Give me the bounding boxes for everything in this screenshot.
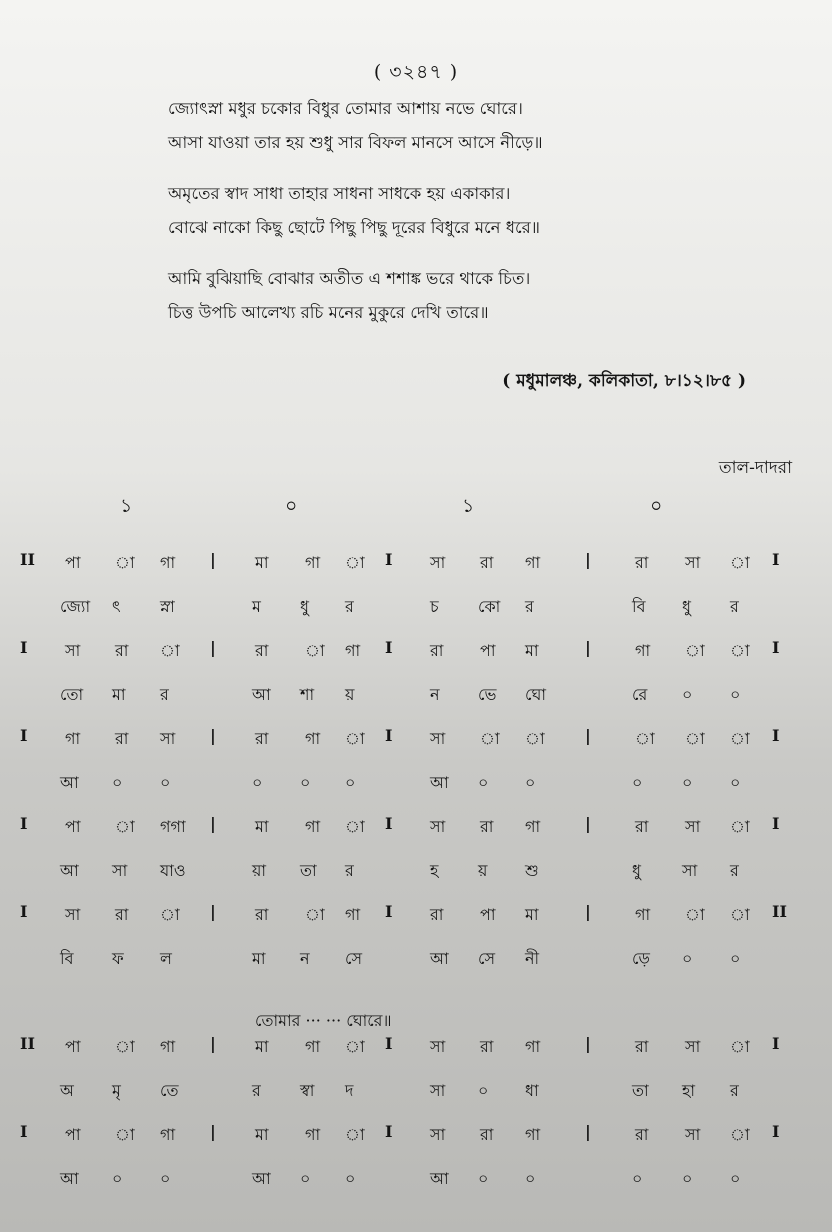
swara-note: া: [345, 729, 365, 748]
lyric-syllable: আ: [60, 1169, 79, 1188]
swara-note: গা: [305, 1125, 321, 1144]
swara-note: া: [730, 641, 750, 660]
bar-line: I: [385, 902, 393, 921]
swara-note: রা: [115, 905, 129, 924]
swara-note: রা: [635, 1125, 649, 1144]
swara-note: া: [730, 729, 750, 748]
swara-note: রা: [480, 553, 494, 572]
lyric-syllable: ০: [252, 773, 263, 792]
bani-row: [20, 936, 820, 980]
swara-row: [20, 1112, 820, 1156]
swara-note: া: [160, 905, 180, 924]
swara-note: পা: [65, 553, 81, 572]
swara-note: া: [730, 553, 750, 572]
lyric-syllable: আ: [60, 773, 79, 792]
bar-line: I: [772, 1034, 780, 1053]
lyric-syllable: য়: [478, 861, 488, 880]
lyric-syllable: আ: [60, 861, 79, 880]
swara-note: গা: [305, 1037, 321, 1056]
swara-note: গা: [160, 1125, 176, 1144]
bar-line: |: [210, 1122, 216, 1141]
bar-line: |: [210, 726, 216, 745]
swara-note: সা: [430, 1037, 446, 1056]
lyric-syllable: যাও: [160, 861, 186, 880]
bani-row: [20, 848, 820, 892]
swara-note: মা: [255, 553, 269, 572]
swara-note: া: [685, 641, 705, 660]
swara-note: মা: [255, 1125, 269, 1144]
swara-note: সা: [430, 553, 446, 572]
lyric-syllable: মা: [112, 685, 126, 704]
lyric-line: বোঝে নাকো কিছু ছোটে পিছু পিছু দূরের বিধুরে মনে ধরে॥: [168, 218, 541, 237]
lyric-syllable: ০: [525, 1169, 536, 1188]
swara-note: গা: [65, 729, 81, 748]
lyric-syllable: আ: [430, 773, 449, 792]
swara-note: া: [345, 817, 365, 836]
lyric-syllable: র: [730, 1081, 739, 1100]
swara-note: গা: [160, 1037, 176, 1056]
bar-line: |: [585, 1034, 591, 1053]
notation-block: [20, 1024, 820, 1112]
notation-block: [20, 804, 820, 892]
swara-note: া: [525, 729, 545, 748]
swara-note: গা: [525, 1037, 541, 1056]
lyric-syllable: র: [345, 597, 354, 616]
bar-line: |: [585, 638, 591, 657]
stanza-1: [168, 92, 788, 160]
swara-note: রা: [430, 641, 444, 660]
swara-note: গা: [305, 817, 321, 836]
lyric-syllable: তে: [160, 1081, 179, 1100]
bar-line: |: [210, 550, 216, 569]
refrain-line: তোমার ··· ··· ঘোরে॥: [255, 1011, 392, 1030]
lyrics: [168, 92, 788, 347]
bani-row: [20, 672, 820, 716]
swara-note: গা: [525, 817, 541, 836]
lyric-syllable: জ্যো: [60, 597, 91, 616]
swara-note: গগা: [160, 817, 186, 836]
swara-note: া: [635, 729, 655, 748]
lyric-syllable: অ: [60, 1081, 74, 1100]
lyric-syllable: সা: [430, 1081, 446, 1100]
swara-note: গা: [305, 553, 321, 572]
bar-line: I: [772, 726, 780, 745]
swara-note: রা: [635, 553, 649, 572]
lyric-syllable: বি: [60, 949, 74, 968]
swara-note: মা: [525, 641, 539, 660]
swara-note: গা: [525, 553, 541, 572]
lyric-syllable: ০: [300, 1169, 311, 1188]
bar-line: |: [210, 1034, 216, 1053]
lyric-syllable: ঘো: [525, 685, 547, 704]
lyric-syllable: তা: [300, 861, 317, 880]
lyric-syllable: য়: [345, 685, 355, 704]
stanza-2: [168, 177, 788, 245]
notation-block: [20, 628, 820, 716]
lyric-syllable: তো: [60, 685, 84, 704]
lyric-syllable: ধা: [525, 1081, 539, 1100]
lyric-syllable: য়া: [252, 861, 267, 880]
swara-note: সা: [65, 641, 81, 660]
swara-note: গা: [635, 905, 651, 924]
lyric-syllable: বি: [632, 597, 646, 616]
lyric-syllable: সে: [345, 949, 363, 968]
bar-line: |: [210, 638, 216, 657]
attribution: ( মধুমালঞ্চ, কলিকাতা, ৮।১২।৮৫ ): [502, 371, 746, 391]
lyric-syllable: আ: [252, 685, 271, 704]
lyric-syllable: চ: [430, 597, 439, 616]
lyric-syllable: ০: [478, 1081, 489, 1100]
lyric-syllable: ০: [682, 1169, 693, 1188]
notation-block: [20, 540, 820, 628]
swara-note: সা: [685, 817, 701, 836]
swara-note: া: [730, 817, 750, 836]
lyric-syllable: ফ: [112, 949, 124, 968]
bar-line: I: [385, 726, 393, 745]
swara-note: সা: [685, 553, 701, 572]
lyric-syllable: শু: [525, 861, 539, 880]
swara-note: সা: [685, 1037, 701, 1056]
lyric-syllable: দ: [345, 1081, 354, 1100]
bar-line: I: [385, 638, 393, 657]
swara-note: গা: [305, 729, 321, 748]
lyric-syllable: স্বা: [300, 1081, 315, 1100]
swara-note: পা: [480, 905, 496, 924]
lyric-syllable: মা: [252, 949, 266, 968]
swara-note: া: [115, 1125, 135, 1144]
lyric-syllable: ০: [632, 773, 643, 792]
lyric-syllable: রে: [632, 685, 648, 704]
swara-row: [20, 804, 820, 848]
lyric-syllable: র: [730, 861, 739, 880]
lyric-syllable: ন: [430, 685, 440, 704]
bar-line: |: [585, 550, 591, 569]
swara-note: া: [345, 1125, 365, 1144]
swara-note: া: [685, 729, 705, 748]
swara-note: মা: [255, 817, 269, 836]
bar-line: I: [772, 638, 780, 657]
bar-line: I: [20, 902, 28, 921]
bar-line: |: [585, 1122, 591, 1141]
lyric-syllable: ন: [300, 949, 310, 968]
swara-note: গা: [345, 641, 361, 660]
lyric-syllable: ০: [478, 773, 489, 792]
swara-note: রা: [115, 729, 129, 748]
lyric-syllable: শা: [300, 685, 315, 704]
swara-row: [20, 540, 820, 584]
lyric-syllable: র: [525, 597, 534, 616]
lyric-syllable: ০: [160, 1169, 171, 1188]
swara-note: সা: [685, 1125, 701, 1144]
swara-note: সা: [160, 729, 176, 748]
lyric-syllable: ০: [730, 773, 741, 792]
bar-line: I: [20, 1122, 28, 1141]
swara-note: সা: [430, 1125, 446, 1144]
lyric-syllable: ল: [160, 949, 172, 968]
swara-note: পা: [65, 1125, 81, 1144]
swara-row: [20, 892, 820, 936]
swara-note: সা: [65, 905, 81, 924]
bani-row: [20, 584, 820, 628]
bar-line: I: [20, 638, 28, 657]
lyric-syllable: আ: [430, 949, 449, 968]
bar-line: I: [385, 1122, 393, 1141]
lyric-syllable: ০: [682, 949, 693, 968]
swara-note: সা: [430, 729, 446, 748]
lyric-syllable: তা: [632, 1081, 649, 1100]
taal-label: তাল-দাদরা: [718, 458, 792, 478]
bar-line: I: [385, 550, 393, 569]
lyric-syllable: ধু: [682, 597, 691, 616]
lyric-syllable: র: [160, 685, 169, 704]
lyric-syllable: মৃ: [112, 1081, 121, 1100]
lyric-syllable: ড়ে: [632, 949, 650, 968]
swara-note: রা: [635, 1037, 649, 1056]
notation-block: [20, 1112, 820, 1200]
bar-line: |: [585, 902, 591, 921]
bar-line: I: [20, 726, 28, 745]
bani-row: [20, 760, 820, 804]
lyric-syllable: ০: [345, 1169, 356, 1188]
bani-row: [20, 1068, 820, 1112]
lyric-syllable: হা: [682, 1081, 696, 1100]
notation-block: [20, 892, 820, 980]
lyric-syllable: আ: [252, 1169, 271, 1188]
bar-line: II: [20, 550, 35, 569]
lyric-line: জ্যোৎস্না মধুর চকোর বিধুর তোমার আশায় নভে ঘোরে।: [168, 99, 523, 118]
lyric-line: অমৃতের স্বাদ সাধা তাহার সাধনা সাধকে হয় একাকার।: [168, 184, 511, 203]
swara-note: রা: [255, 905, 269, 924]
lyric-syllable: ৎ: [112, 597, 121, 616]
lyric-line: আমি বুঝিয়াছি বোঝার অতীত এ শশাঙ্ক ভরে থাকে চিত।: [168, 269, 531, 288]
bar-line: II: [772, 902, 787, 921]
lyric-syllable: র: [730, 597, 739, 616]
stanza-3: [168, 262, 788, 330]
lyric-syllable: কো: [478, 597, 501, 616]
swara-note: পা: [480, 641, 496, 660]
lyric-syllable: ০: [345, 773, 356, 792]
lyric-syllable: ধু: [300, 597, 309, 616]
swara-note: া: [305, 905, 325, 924]
bar-line: I: [20, 814, 28, 833]
bar-line: |: [585, 726, 591, 745]
bar-line: I: [772, 1122, 780, 1141]
lyric-syllable: নী: [525, 949, 540, 968]
lyric-syllable: ০: [112, 773, 123, 792]
lyric-line: চিত্ত উপচি আলেখ্য রচি মনের মুকুরে দেখি তারে॥: [168, 303, 489, 322]
bar-line: I: [385, 814, 393, 833]
lyric-syllable: ০: [682, 773, 693, 792]
lyric-syllable: আ: [430, 1169, 449, 1188]
lyric-syllable: ০: [682, 685, 693, 704]
beat-marker: ০: [650, 495, 663, 517]
lyric-syllable: ম: [252, 597, 261, 616]
swara-note: া: [730, 905, 750, 924]
bani-row: [20, 1156, 820, 1200]
lyric-syllable: ০: [300, 773, 311, 792]
bar-line: I: [772, 814, 780, 833]
swara-note: া: [345, 1037, 365, 1056]
lyric-syllable: সা: [682, 861, 698, 880]
swara-note: গা: [160, 553, 176, 572]
beat-marker: ১: [120, 495, 133, 517]
bar-line: |: [210, 814, 216, 833]
swara-note: গা: [635, 641, 651, 660]
swara-note: রা: [430, 905, 444, 924]
swara-note: া: [345, 553, 365, 572]
swara-note: া: [160, 641, 180, 660]
notation-table: [20, 540, 820, 1200]
swara-note: া: [115, 817, 135, 836]
lyric-syllable: হ: [430, 861, 439, 880]
swara-note: া: [685, 905, 705, 924]
swara-note: গা: [345, 905, 361, 924]
swara-note: রা: [480, 817, 494, 836]
lyric-syllable: সা: [112, 861, 128, 880]
lyric-syllable: ০: [632, 1169, 643, 1188]
swara-note: রা: [255, 641, 269, 660]
swara-note: া: [305, 641, 325, 660]
swara-note: া: [480, 729, 500, 748]
lyric-syllable: ০: [730, 685, 741, 704]
swara-note: রা: [115, 641, 129, 660]
lyric-line: আসা যাওয়া তার হয় শুধু সার বিফল মানসে আসে নীড়ে॥: [168, 133, 543, 152]
lyric-syllable: ০: [478, 1169, 489, 1188]
lyric-syllable: ০: [160, 773, 171, 792]
bar-line: I: [385, 1034, 393, 1053]
swara-note: া: [115, 1037, 135, 1056]
lyric-syllable: স্না: [160, 597, 175, 616]
bar-line: |: [585, 814, 591, 833]
bar-line: I: [772, 550, 780, 569]
lyric-syllable: র: [345, 861, 354, 880]
lyric-syllable: সে: [478, 949, 496, 968]
swara-note: া: [730, 1125, 750, 1144]
refrain-gap: [20, 980, 820, 1024]
bar-line: II: [20, 1034, 35, 1053]
swara-note: মা: [255, 1037, 269, 1056]
swara-note: রা: [635, 817, 649, 836]
lyric-syllable: ০: [730, 1169, 741, 1188]
notation-block: [20, 716, 820, 804]
lyric-syllable: র: [252, 1081, 261, 1100]
beat-marker: ১: [462, 495, 475, 517]
page-number: ( ৩২৪৭ ): [373, 61, 459, 83]
swara-note: রা: [480, 1037, 494, 1056]
swara-note: া: [115, 553, 135, 572]
swara-note: গা: [525, 1125, 541, 1144]
lyric-syllable: ০: [730, 949, 741, 968]
swara-note: া: [730, 1037, 750, 1056]
swara-row: [20, 716, 820, 760]
lyric-syllable: ০: [112, 1169, 123, 1188]
beat-marker: ০: [285, 495, 298, 517]
bar-line: |: [210, 902, 216, 921]
swara-note: মা: [525, 905, 539, 924]
swara-note: সা: [430, 817, 446, 836]
lyric-syllable: ভে: [478, 685, 497, 704]
lyric-syllable: ০: [525, 773, 536, 792]
swara-note: রা: [255, 729, 269, 748]
lyric-syllable: ধু: [632, 861, 641, 880]
swara-row: [20, 1024, 820, 1068]
swara-row: [20, 628, 820, 672]
swara-note: পা: [65, 1037, 81, 1056]
swara-note: পা: [65, 817, 81, 836]
swara-note: রা: [480, 1125, 494, 1144]
